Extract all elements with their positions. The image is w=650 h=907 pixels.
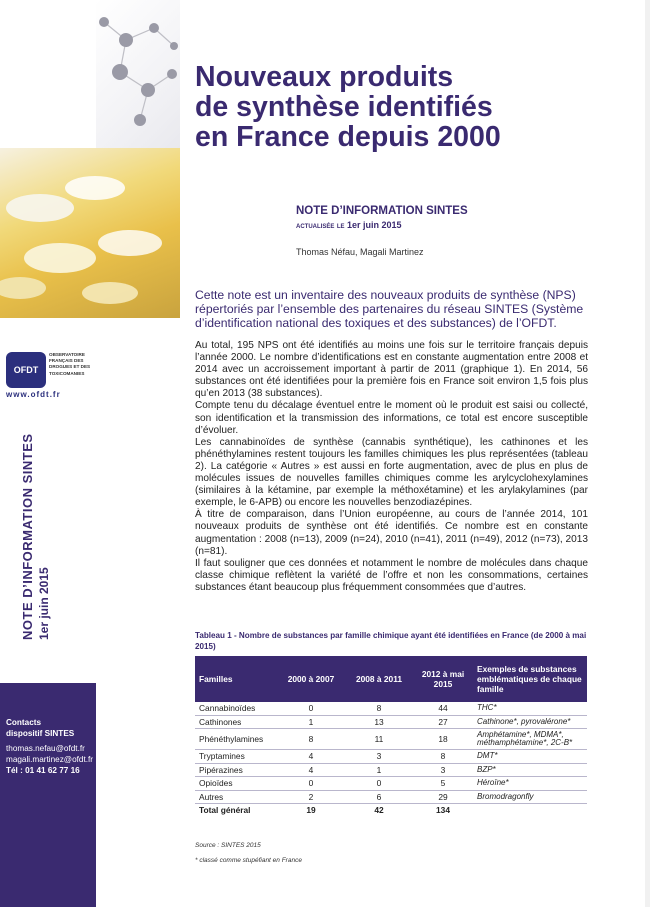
contacts-subtitle: dispositif SINTES (6, 729, 75, 738)
note-heading: NOTE D’INFORMATION SINTES (296, 205, 468, 217)
col-2000-2007: 2000 à 2007 (277, 656, 345, 702)
contact-email-2[interactable]: magali.martinez@ofdt.fr (6, 755, 94, 764)
body-paragraph: Les cannabinoïdes de synthèse (cannabis synthétique), les cathinones et les phénéthylamines restent toujours les familles chimiques les plus représentées (tableau 2). La catégorie « Autres » est aussi en forte augmentation, avec de plus en plus de molécules issues de nouvelles familles chimiques comme les arylcyclohexylamines (similaires à la kétamine, par exemple la méthoxétamine) et les arylakylamines (par exemple, le 6-APB) ou encore les nouvelles benzodiazépines. (195, 436, 588, 509)
note-date: actualisée le 1er juin 2015 (296, 220, 402, 230)
table-row: Phénéthylamines 8 11 18 Amphétamine*, MDMA*, méthamphétamine*, 2C-B* (195, 729, 587, 750)
table-row: Opioïdes 0 0 5 Héroïne* (195, 777, 587, 791)
table-source: Source : SINTES 2015 (195, 842, 261, 849)
table-row: Pipérazines 4 1 3 BZP* (195, 763, 587, 777)
ofdt-logo-text: OBSERVATOIRE FRANÇAIS DES DROGUES ET DES TOXICOMANIES (49, 352, 91, 376)
ofdt-url[interactable]: www.ofdt.fr (6, 390, 61, 399)
lead-paragraph: Cette note est un inventaire des nouveaux produits de synthèse (NPS) répertoriés par l’ensemble des partenaires du réseau SINTES (Système d’identification national des toxiques et des substances) de l’OFDT. (195, 288, 584, 330)
table-total-row: Total général 19 42 134 (199, 805, 450, 816)
ofdt-mark: OFDT (6, 352, 46, 388)
pills-image (0, 148, 180, 318)
vertical-series-title: NOTE D’INFORMATION SINTES 1er juin 2015 (20, 433, 51, 640)
body-paragraph: À titre de comparaison, dans l’Union européenne, au cours de l’année 2014, 101 nouveaux produits de synthèse ont été identifiés. Ce nombre est en constante augmentation : 2008 (n=13), 2009 (n=24), 2010 (n=41), 2011 (n=49), 2012 (n=73), 2013 (n=81). (195, 509, 588, 557)
body-paragraph: Au total, 195 NPS ont été identifiés au moins une fois sur le territoire français depuis l’année 2000. Le nombre d’identifications est en constante augmentation entre 2008 et 2014 avec un accroissement important à partir de 2011 (graphique 1). En 2014, 56 substances ont été identifiées pour la première fois en France soit environ 1,5 fois plus qu’en 2013 (38 substances). (195, 340, 588, 400)
contact-phone: Tél : 01 41 62 77 16 (6, 766, 80, 775)
authors: Thomas Néfau, Magali Martinez (296, 247, 424, 257)
table-row: Tryptamines 4 3 8 DMT* (195, 750, 587, 764)
body-text (195, 340, 588, 594)
substances-table (195, 656, 587, 817)
table-footnote: * classé comme stupéfiant en France (195, 857, 302, 864)
col-familles: Familles (195, 656, 277, 702)
molecule-image (96, 0, 180, 148)
table-row: Cathinones 1 13 27 Cathinone*, pyrovalérone* (195, 715, 587, 729)
contacts-block (6, 717, 96, 776)
col-exemples: Exemples de substances emblématiques de chaque famille (473, 656, 587, 702)
page-title: Nouveaux produits de synthèse identifiés en France depuis 2000 (195, 61, 501, 153)
col-2012-2015: 2012 à mai 2015 (413, 656, 473, 702)
col-2008-2011: 2008 à 2011 (345, 656, 413, 702)
ofdt-logo[interactable] (4, 350, 92, 404)
page-edge (645, 0, 650, 907)
contact-email-1[interactable]: thomas.nefau@ofdt.fr (6, 744, 85, 753)
table-row: Cannabinoïdes 0 8 44 THC* (195, 702, 587, 715)
table-header-row (195, 656, 587, 702)
table-caption: Tableau 1 - Nombre de substances par famille chimique ayant été identifiées en France (de 2000 à mai 2015) (195, 631, 587, 651)
body-paragraph: Il faut souligner que ces données et notamment le nombre de molécules dans chaque classe chimique reflètent la variété de l’offre et non les consommations, certaines substances étant beaucoup plus fréquemment consommées que d’autres. (195, 557, 588, 593)
body-paragraph: Compte tenu du décalage éventuel entre le moment où le produit est saisi ou collecté, son identification et la transmission des informations, ce total est encore susceptible d’évoluer. (195, 400, 588, 436)
contacts-title: Contacts (6, 718, 42, 727)
table-row: Autres 2 6 29 Bromodragonfly (195, 790, 587, 804)
